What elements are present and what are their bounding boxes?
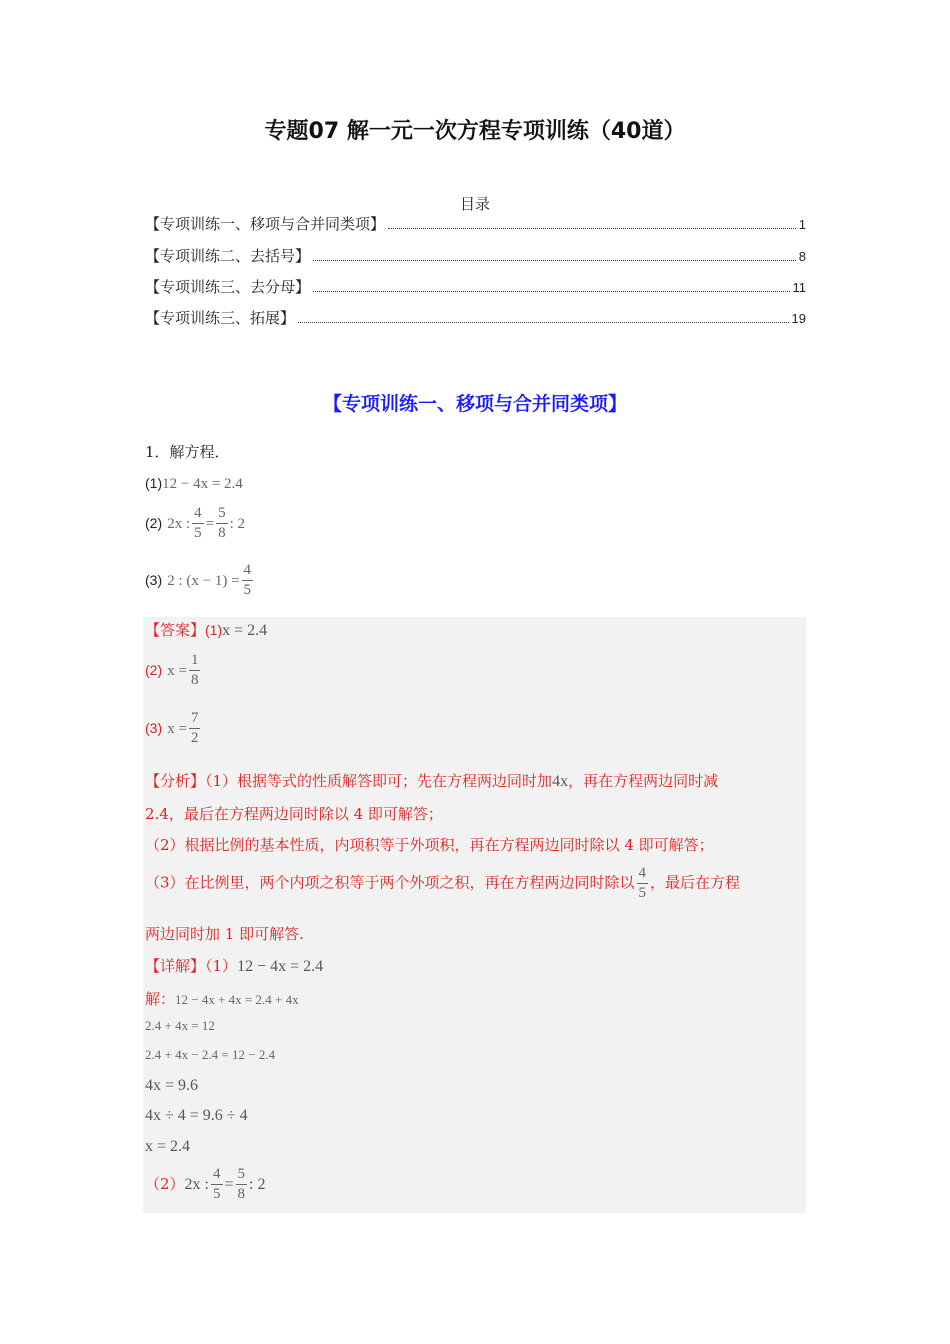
fraction: $\frac{5}{8}$ [218,505,226,541]
answer-line-2 [145,653,202,688]
equation-tail: : 2 [249,1176,266,1193]
detail-step: 2.4 + 4x = 12 [145,1018,215,1033]
answer-line-3 [145,711,202,746]
part-label: (2) [145,662,163,678]
analysis-tag: 【分析】 [145,772,206,790]
fraction: $\frac{4}{5}$ [638,865,647,901]
toc-page: 1 [798,217,806,232]
toc-page: 19 [791,311,806,326]
equation: 2x : [167,516,191,532]
answer-tag: 【答案】 [145,621,206,639]
analysis-line: 两边同时加 1 即可解答. [145,925,304,943]
fraction: $\frac{5}{8}$ [237,1166,246,1202]
question-part-3 [145,563,255,598]
detail-step: 2.4 + 4x − 2.4 = 12 − 2.4 [145,1047,276,1062]
toc-item[interactable] [145,307,806,328]
part-label: (3) [145,572,163,588]
document-title: 专题07 解一元一次方程专项训练（40道） [264,119,686,144]
text: ，最后在方程 [650,873,741,892]
detail-heading [145,955,323,976]
toc-item[interactable] [145,213,806,234]
fraction: $\frac{4}{5}$ [213,1166,221,1202]
detail-step: 4x ÷ 4 = 9.6 ÷ 4 [145,1107,248,1124]
detail-step: 4x = 9.6 [145,1077,199,1094]
analysis-line [145,770,718,791]
question-part-1 [145,473,243,493]
solve-label: 解： [145,990,176,1008]
toc-label: 【专项训练三、拓展】 [145,309,296,327]
toc-label: 【专项训练二、去括号】 [145,247,311,265]
fraction: $\frac{4}{5}$ [243,562,252,598]
detail-tag: 【详解】 [145,957,206,975]
equation: x = [167,663,187,679]
detail-part-2 [145,1167,265,1202]
part-label: (1) [145,475,163,491]
toc-leader [298,322,789,323]
part-label: (1) [205,622,223,638]
fraction: $\frac{7}{2}$ [190,710,199,746]
equals: = [224,1176,234,1193]
toc-label: 【专项训练一、移项与合并同类项】 [145,215,386,233]
equation: x = [167,721,187,737]
part-label: （1） [205,957,238,975]
section-title: 【专项训练一、移项与合并同类项】 [322,393,627,415]
question-stem: 1．解方程． [145,443,230,461]
analysis-line [145,866,740,901]
toc-leader [313,291,789,292]
toc-item[interactable] [145,245,806,266]
part-label: (2) [145,515,163,531]
equals: = [205,516,215,532]
equation: 12 − 4x = 2.4 [237,958,324,975]
equation: x = 2.4 [222,622,268,639]
equation: 12 − 4x = 2.4 [162,476,243,492]
part-label: （2） [145,1175,185,1193]
math: 4x [552,773,569,790]
equation: 12 − 4x + 4x = 2.4 + 4x [175,992,299,1007]
fraction: $\frac{1}{8}$ [190,652,199,688]
toc-page: 8 [798,249,806,264]
toc-leader [388,228,796,229]
analysis-line: （2）根据比例的基本性质，内项积等于外项积，再在方程两边同时除以 4 即可解答； [145,836,714,854]
equation: 2x : [184,1176,209,1193]
detail-step [145,988,299,1009]
question-part-2 [145,506,245,541]
toc-leader [313,260,796,261]
analysis-line: 2.4，最后在方程两边同时除以 4 即可解答； [145,805,443,823]
toc-label: 【专项训练三、去分母】 [145,278,311,296]
fraction: $\frac{4}{5}$ [194,505,202,541]
part-label: (3) [145,720,163,736]
toc-heading: 目录 [459,195,490,213]
equation-tail: : 2 [229,516,246,532]
detail-step: x = 2.4 [145,1138,191,1155]
toc-item[interactable] [145,276,806,297]
text: ，再在方程两边同时减 [568,772,719,790]
toc-page: 11 [792,280,806,295]
equation: 2 : (x − 1) = [167,573,240,589]
text: （3）在比例里，两个内项之积等于两个外项之积，再在方程两边同时除以 [145,873,635,892]
text: （1）根据等式的性质解答即可；先在方程两边同时加 [205,772,553,790]
answer-line-1 [145,619,267,640]
